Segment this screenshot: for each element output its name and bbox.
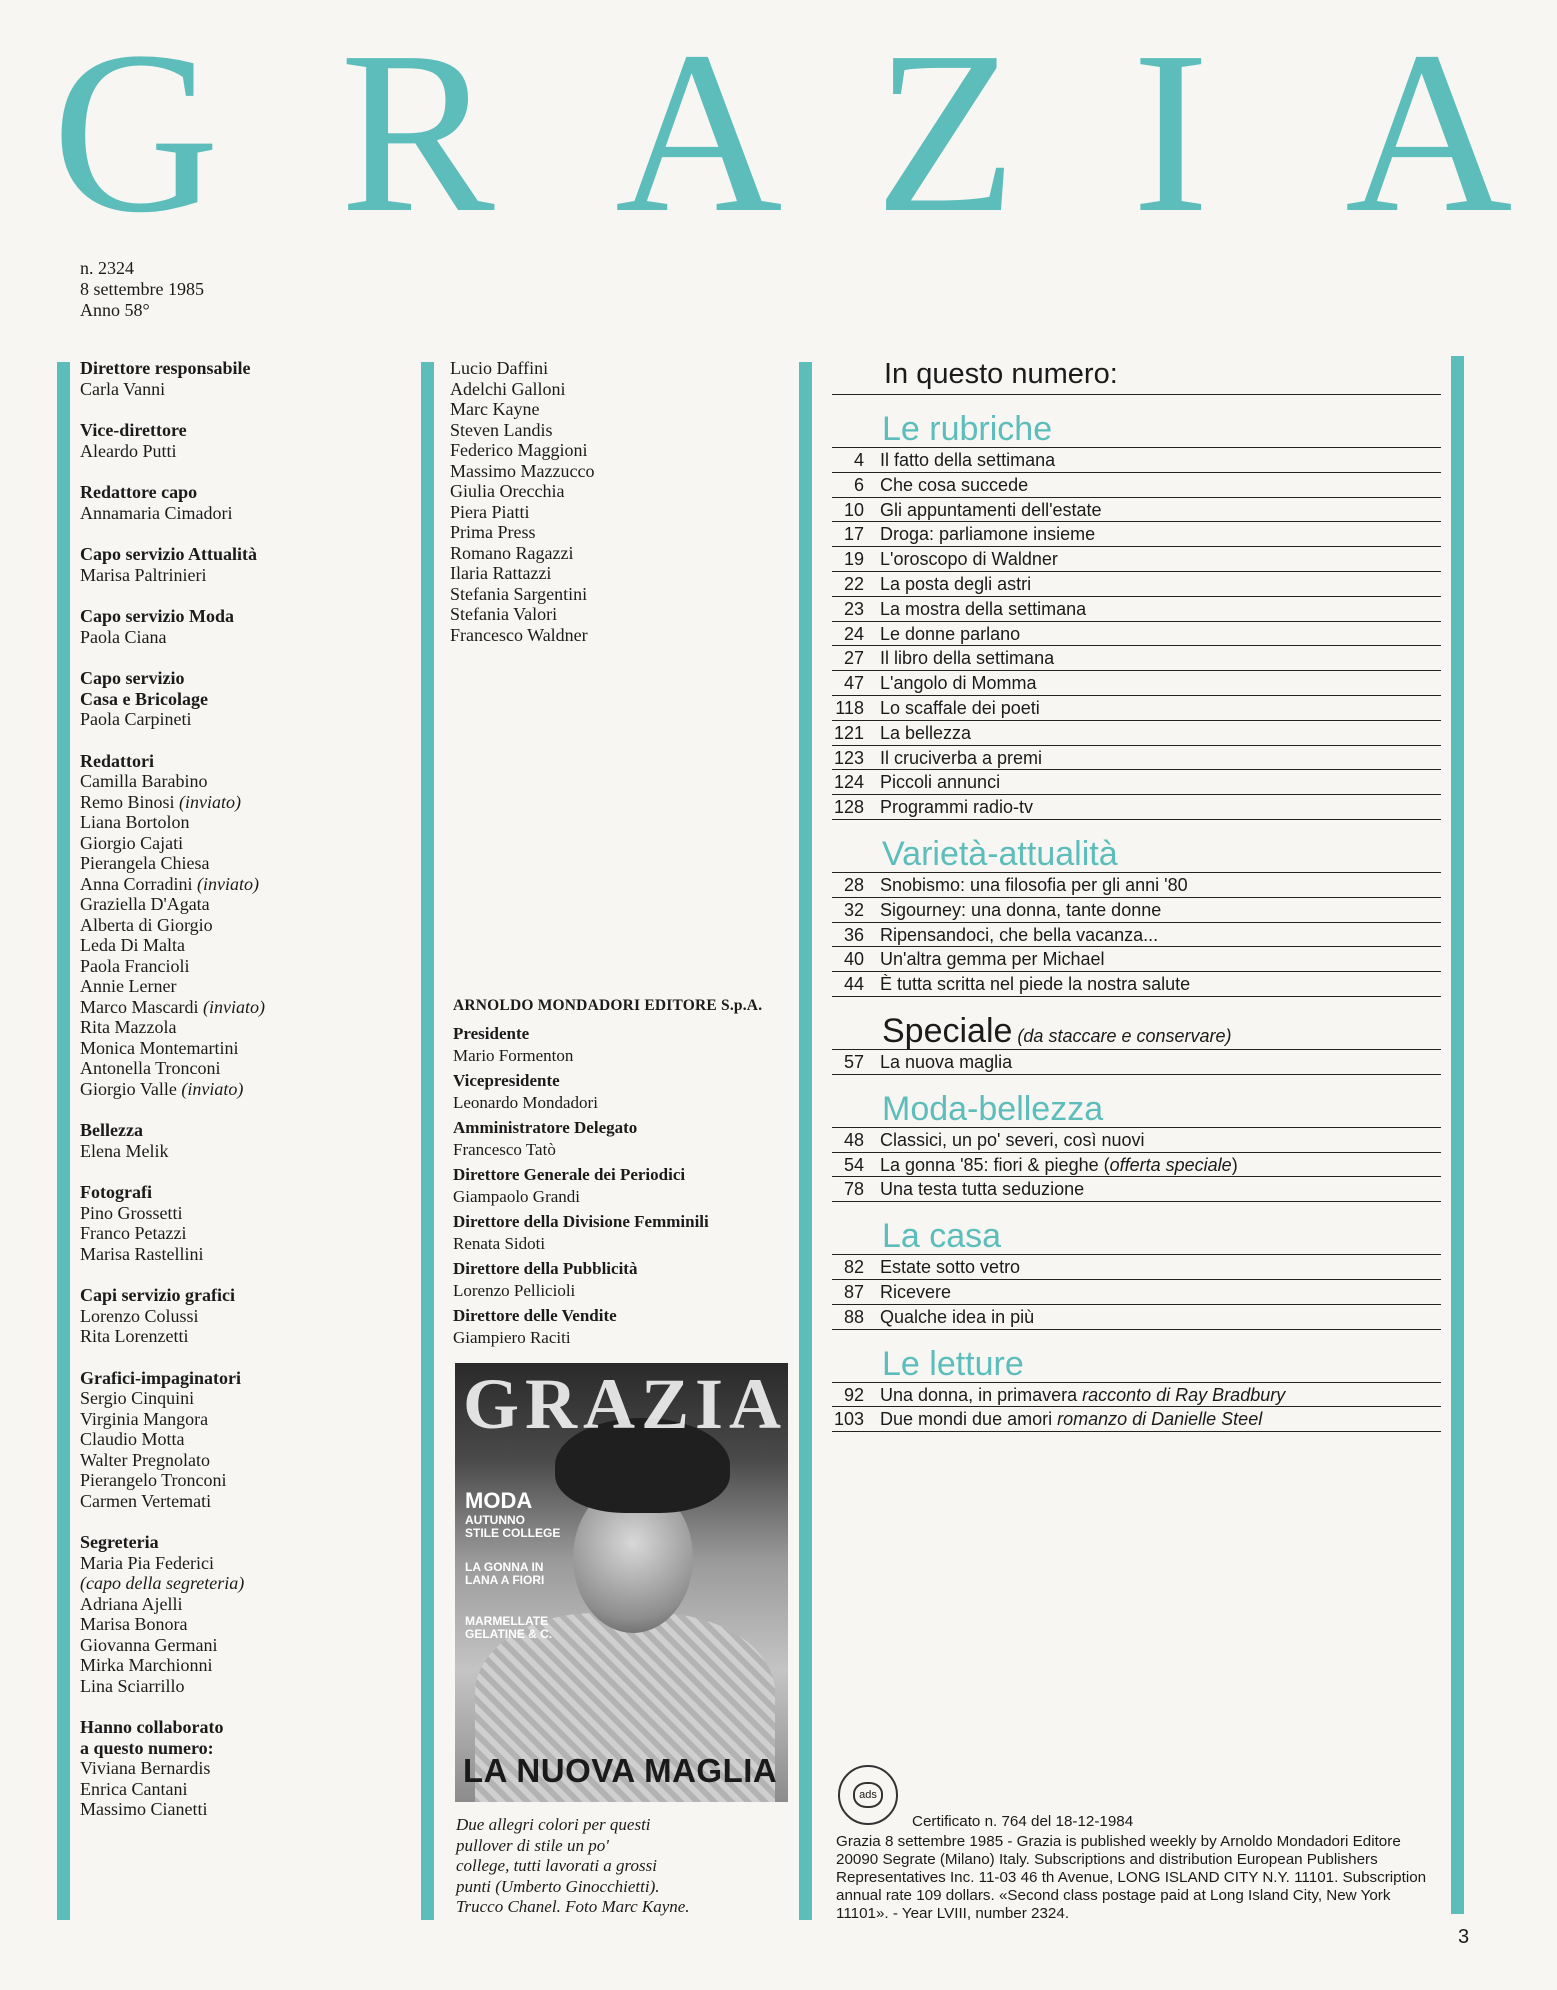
- toc-section-label: La casa: [882, 1217, 1002, 1256]
- staff-name: Franco Petazzi: [80, 1223, 187, 1243]
- toc-entry-page: 32: [843, 899, 864, 920]
- staff-role: Capo servizio Attualità: [80, 544, 257, 564]
- caption-line: Due allegri colori per questi: [456, 1815, 651, 1834]
- toc-entry[interactable]: [832, 746, 1441, 771]
- toc-entry[interactable]: [832, 473, 1441, 498]
- toc-entry[interactable]: [832, 795, 1441, 820]
- toc-entry[interactable]: [832, 1177, 1441, 1202]
- toc-entry[interactable]: [832, 498, 1441, 523]
- staff-name: [80, 792, 340, 813]
- staff-role: Fotografi: [80, 1182, 152, 1202]
- staff-role: Redattori: [80, 750, 154, 771]
- collaborator-name: Marc Kayne: [450, 399, 540, 419]
- staff-name: Sergio Cinquini: [80, 1388, 195, 1408]
- staff-group: [80, 1182, 340, 1264]
- staff-name-text: Remo Binosi: [80, 791, 180, 812]
- toc-entry-title: Una donna, in primavera racconto di Ray Bradbury: [880, 1384, 1286, 1405]
- staff-name: Annamaria Cimadori: [80, 502, 233, 523]
- toc-entry-title: Lo scaffale dei poeti: [880, 697, 1040, 718]
- staff-group: [80, 358, 340, 399]
- staff-name: Paola Ciana: [80, 626, 167, 647]
- toc-entry-page: 128: [833, 797, 864, 818]
- staff-name-text: Giorgio Valle: [80, 1078, 182, 1099]
- toc-entry-page: 44: [843, 974, 864, 995]
- certificate-line: Certificato n. 764 del 18-12-1984: [912, 1813, 1134, 1830]
- toc-entry-title: Gli appuntamenti dell'estate: [880, 499, 1102, 520]
- staff-role: Capo servizio Moda: [80, 606, 234, 626]
- staff-group: [80, 1285, 340, 1347]
- toc-section-label: Varietà-attualità: [882, 834, 1118, 873]
- staff-name-text: Marco Mascardi: [80, 996, 203, 1017]
- toc-entry[interactable]: [832, 898, 1441, 923]
- masthead-letter: I: [1132, 4, 1210, 261]
- staff-name: Lina Sciarrillo: [80, 1675, 185, 1696]
- staff-group: [80, 668, 340, 730]
- staff-name-text: Anna Corradini: [80, 873, 197, 894]
- toc-section-note: (da staccare e conservare): [1012, 1025, 1232, 1046]
- toc-section-title: [832, 1330, 1441, 1383]
- staff-group: [80, 420, 340, 461]
- toc-entry-page: 57: [843, 1051, 864, 1072]
- staff-name: Lorenzo Colussi: [80, 1305, 199, 1326]
- staff-group: [80, 544, 340, 585]
- toc-section-label: Le letture: [882, 1344, 1024, 1383]
- collaborator-name: Francesco Waldner: [450, 624, 588, 645]
- toc-entry[interactable]: [832, 522, 1441, 547]
- collaborator-name: Massimo Mazzucco: [450, 460, 595, 481]
- staff-name: Adriana Ajelli: [80, 1593, 183, 1614]
- table-of-contents: [832, 350, 1441, 1432]
- cover-marmellate: MARMELLATE GELATINE & C.: [465, 1614, 553, 1641]
- toc-entry-title: L'angolo di Momma: [880, 673, 1037, 694]
- masthead-letter: G: [52, 4, 220, 261]
- staff-name: Walter Pregnolato: [80, 1449, 211, 1470]
- toc-entry-title: La bellezza: [880, 722, 972, 743]
- collaborator-name: Lucio Daffini: [450, 358, 549, 378]
- toc-entry-title: La posta degli astri: [880, 573, 1032, 594]
- toc-entry-title: Piccoli annunci: [880, 772, 1001, 793]
- toc-section-label: Moda-bellezza: [882, 1089, 1104, 1128]
- cover-moda-sub: STILE COLLEGE: [465, 1526, 561, 1540]
- toc-entry-page: 4: [853, 450, 864, 470]
- caption-line: Trucco Chanel. Foto Marc Kayne.: [456, 1897, 690, 1916]
- staff-group: [80, 1717, 340, 1820]
- toc-entry-title: Ripensandoci, che bella vacanza...: [880, 924, 1159, 945]
- staff-name: Pino Grossetti: [80, 1202, 183, 1223]
- toc-section-title: [832, 997, 1441, 1050]
- staff-role: Bellezza: [80, 1120, 143, 1140]
- toc-entry[interactable]: [832, 622, 1441, 647]
- collaborator-name: Giulia Orecchia: [450, 481, 565, 501]
- toc-entry[interactable]: [832, 572, 1441, 597]
- toc-entry-page: 103: [833, 1409, 864, 1430]
- staff-name: Elena Melik: [80, 1140, 169, 1161]
- staff-name: Antonella Tronconi: [80, 1058, 221, 1078]
- cover-caption: [456, 1815, 786, 1918]
- toc-entry-italic: offerta speciale: [1109, 1154, 1232, 1175]
- toc-entry-title: Sigourney: una donna, tante donne: [880, 899, 1162, 920]
- staff-name: Carla Vanni: [80, 378, 166, 399]
- publisher-person: Lorenzo Pellicioli: [453, 1281, 576, 1300]
- staff-name: Camilla Barabino: [80, 771, 208, 791]
- staff-name: Leda Di Malta: [80, 935, 185, 955]
- toc-entry-page: 118: [835, 697, 864, 718]
- toc-entry-page: 48: [843, 1129, 864, 1150]
- cover-title: GRAZIA: [463, 1364, 788, 1444]
- staff-role: Casa e Bricolage: [80, 688, 208, 709]
- collaborator-name: Piera Piatti: [450, 501, 530, 522]
- toc-section-label: Speciale: [882, 1011, 1013, 1050]
- toc-entry-page: 78: [843, 1179, 864, 1200]
- cover-moda: [465, 1488, 560, 1540]
- issue-date: 8 settembre 1985: [80, 279, 204, 299]
- toc-entry[interactable]: [832, 972, 1441, 997]
- toc-entry-title: Qualche idea in più: [880, 1306, 1035, 1327]
- toc-entry-page: 40: [843, 949, 864, 970]
- collaborators-list: [450, 358, 810, 645]
- toc-entry-title: Il fatto della settimana: [880, 450, 1056, 470]
- masthead: [0, 4, 1557, 261]
- publisher-role: Direttore della Divisione Femminili: [453, 1211, 709, 1231]
- toc-entry-page: 92: [843, 1384, 864, 1405]
- publisher-person: Francesco Tatò: [453, 1140, 556, 1159]
- staff-name: Paola Carpineti: [80, 709, 192, 729]
- toc-entry[interactable]: [832, 1050, 1441, 1075]
- staff-name: Virginia Mangora: [80, 1408, 209, 1429]
- publisher-role: Amministratore Delegato: [453, 1117, 638, 1137]
- toc-entry[interactable]: [832, 547, 1441, 572]
- toc-entry[interactable]: [832, 1280, 1441, 1305]
- staff-name: Pierangelo Tronconi: [80, 1470, 227, 1490]
- toc-entry-title: Le donne parlano: [880, 623, 1021, 644]
- toc-entry-title: Classici, un po' severi, così nuovi: [880, 1129, 1145, 1150]
- toc-entry[interactable]: [832, 923, 1441, 948]
- staff-name: Liana Bortolon: [80, 812, 190, 832]
- toc-entry-title: La mostra della settimana: [880, 598, 1087, 619]
- toc-entry-title: Snobismo: una filosofia per gli anni '80: [880, 874, 1188, 895]
- publisher-role: Presidente: [453, 1023, 530, 1043]
- toc-entry-page: 87: [843, 1281, 864, 1302]
- masthead-letter: Z: [875, 4, 1017, 261]
- publisher-person: Mario Formenton: [453, 1046, 574, 1065]
- toc-entry-page: 28: [843, 874, 864, 895]
- staff-name: Mirka Marchionni: [80, 1655, 213, 1675]
- toc-entry-page: 17: [843, 524, 864, 545]
- staff-name: [80, 874, 340, 895]
- staff-name: Carmen Vertemati: [80, 1490, 212, 1511]
- staff-name-note: (inviato): [196, 873, 259, 894]
- staff-name: Monica Montemartini: [80, 1037, 239, 1058]
- column-divider-bar: [1451, 356, 1464, 1914]
- toc-entry[interactable]: [832, 1305, 1441, 1330]
- staff-name: Aleardo Putti: [80, 440, 177, 461]
- toc-entry[interactable]: [832, 947, 1441, 972]
- staff-role: a questo numero:: [80, 1737, 214, 1758]
- toc-entry-page: 123: [833, 747, 864, 768]
- staff-name-note: (inviato): [179, 791, 241, 812]
- toc-entry[interactable]: [832, 448, 1441, 473]
- toc-entry-page: 22: [843, 573, 864, 594]
- toc-entry-page: 82: [843, 1257, 864, 1278]
- publisher-person: Giampiero Raciti: [453, 1328, 571, 1347]
- page-number: 3: [1458, 1926, 1470, 1948]
- cover-image: [455, 1363, 788, 1802]
- staff-group: [80, 606, 340, 647]
- staff-name: Annie Lerner: [80, 976, 177, 996]
- staff-role: Capi servizio grafici: [80, 1285, 235, 1305]
- toc-entry-page: 19: [843, 549, 864, 570]
- publisher-role: Direttore della Pubblicità: [453, 1258, 638, 1278]
- toc-entry-page: 36: [843, 924, 864, 945]
- publisher-role: Direttore Generale dei Periodici: [453, 1164, 686, 1184]
- toc-entry-page: 24: [843, 623, 864, 644]
- staff-role: Hanno collaborato: [80, 1717, 224, 1737]
- publisher-role: Direttore delle Vendite: [453, 1305, 617, 1325]
- collaborator-name: Prima Press: [450, 522, 536, 542]
- staff-name: Enrica Cantani: [80, 1778, 188, 1799]
- collaborator-name: Stefania Valori: [450, 604, 558, 624]
- toc-entry-title: Estate sotto vetro: [880, 1257, 1021, 1278]
- staff-name: Claudio Motta: [80, 1429, 185, 1449]
- toc-entry[interactable]: [832, 770, 1441, 795]
- collaborator-name: Stefania Sargentini: [450, 583, 588, 604]
- issue-info: [80, 258, 204, 321]
- toc-entry[interactable]: [832, 1383, 1441, 1408]
- caption-line: pullover di stile un po': [456, 1835, 609, 1855]
- toc-entry-italic: racconto di Ray Bradbury: [1082, 1384, 1286, 1405]
- toc-entry-title: L'oroscopo di Waldner: [880, 549, 1058, 570]
- staff-name: Rita Mazzola: [80, 1017, 177, 1037]
- toc-entry-title: La nuova maglia: [880, 1051, 1013, 1072]
- toc-entry[interactable]: [832, 873, 1441, 898]
- legal-notice: [836, 1765, 1442, 1923]
- legal-text: Grazia 8 settembre 1985 - Grazia is published weekly by Arnoldo Mondadori Editore 20090 Segrate (Milano) Italy. Subscriptions and distribution European Publishers Representatives Inc. 11-03 46 th Avenue, LONG ISLAND CITY N.Y. 11101. Subscription annual rate 109 dollars. «Second class postage paid at Long Island City, New York 11101». - Year LVIII, number 2324.: [836, 1833, 1427, 1922]
- staff-name: Pierangela Chiesa: [80, 853, 210, 873]
- toc-entry-page: 54: [843, 1154, 864, 1175]
- staff-role: Capo servizio: [80, 668, 185, 688]
- staff-role: Redattore capo: [80, 482, 198, 502]
- toc-section-label: Le rubriche: [882, 410, 1053, 448]
- toc-entry-page: 27: [843, 648, 864, 669]
- toc-entry[interactable]: [832, 1128, 1441, 1153]
- staff-name: Rita Lorenzetti: [80, 1326, 189, 1346]
- staff-name: Marisa Paltrinieri: [80, 564, 207, 585]
- staff-group: [80, 1120, 340, 1161]
- toc-entry-page: 23: [843, 598, 864, 619]
- staff-name: Marisa Rastellini: [80, 1243, 204, 1264]
- cover-gonna: LA GONNA IN LANA A FIORI: [465, 1560, 545, 1587]
- staff-name: [80, 997, 340, 1018]
- cover-headline: LA NUOVA MAGLIA: [463, 1752, 778, 1789]
- staff-name: Maria Pia Federici: [80, 1552, 214, 1573]
- ads-seal-icon: [838, 1765, 898, 1825]
- column-divider-bar: [57, 362, 70, 1920]
- publisher-role: Vicepresidente: [453, 1070, 560, 1090]
- staff-name: Massimo Cianetti: [80, 1799, 208, 1819]
- issue-year: Anno 58°: [80, 300, 150, 320]
- toc-entry-title: Una testa tutta seduzione: [880, 1179, 1085, 1200]
- toc-entry-page: 88: [843, 1306, 864, 1327]
- staff-name-note: (inviato): [181, 1078, 244, 1099]
- publisher-person: Giampaolo Grandi: [453, 1187, 580, 1206]
- toc-entry-title: Due mondi due amori romanzo di Danielle Steel: [880, 1409, 1263, 1430]
- masthead-letter: A: [1345, 4, 1513, 261]
- staff-name: Viviana Bernardis: [80, 1758, 211, 1778]
- staff-role: Segreteria: [80, 1532, 159, 1552]
- toc-entry[interactable]: [832, 721, 1441, 746]
- toc-entry-title: Programmi radio-tv: [880, 797, 1034, 818]
- collaborator-name: Romano Ragazzi: [450, 542, 574, 563]
- toc-entry-title: Il cruciverba a premi: [880, 747, 1043, 768]
- toc-entry-title: Ricevere: [880, 1281, 952, 1302]
- collaborator-name: Ilaria Rattazzi: [450, 563, 552, 583]
- publisher-name: ARNOLDO MONDADORI EDITORE S.p.A.: [453, 997, 763, 1014]
- toc-entry-page: 47: [843, 673, 864, 694]
- toc-entry[interactable]: [832, 1153, 1441, 1178]
- staff-name: Alberta di Giorgio: [80, 914, 213, 935]
- staff-group: [80, 1532, 340, 1696]
- staff-name: Giorgio Cajati: [80, 832, 184, 853]
- staff-name: Marisa Bonora: [80, 1614, 188, 1634]
- toc-entry-page: 121: [833, 722, 864, 743]
- staff-role: Grafici-impaginatori: [80, 1367, 241, 1388]
- collaborator-name: Steven Landis: [450, 419, 553, 440]
- toc-entry[interactable]: [832, 1255, 1441, 1280]
- toc-entry-page: 124: [833, 772, 864, 793]
- staff-name: Giovanna Germani: [80, 1634, 218, 1655]
- ads-seal-label: ads: [853, 1782, 883, 1808]
- staff-role: Direttore responsabile: [80, 358, 251, 378]
- staff-name: Graziella D'Agata: [80, 894, 210, 914]
- toc-entry-title: Che cosa succede: [880, 474, 1029, 495]
- toc-entry[interactable]: [832, 696, 1441, 721]
- collaborator-name: Adelchi Galloni: [450, 378, 566, 399]
- toc-section-title: [832, 395, 1441, 448]
- toc-entry-page: 6: [853, 474, 864, 495]
- publisher-person: Leonardo Mondadori: [453, 1093, 598, 1112]
- collaborator-name: Federico Maggioni: [450, 440, 588, 460]
- toc-entry-page: 10: [843, 499, 864, 520]
- cover-moda-label: MODA: [465, 1488, 533, 1513]
- toc-entry[interactable]: [832, 671, 1441, 696]
- staff-list: [80, 358, 340, 1841]
- masthead-letter: R: [340, 4, 495, 261]
- staff-group: [80, 751, 340, 1100]
- toc-entry[interactable]: [832, 646, 1441, 671]
- toc-section-title: [832, 820, 1441, 873]
- staff-group: [80, 482, 340, 523]
- toc-section-title: [832, 1075, 1441, 1128]
- caption-line: punti (Umberto Ginocchietti).: [456, 1876, 660, 1896]
- staff-name-note: (inviato): [202, 996, 265, 1017]
- masthead-letter: A: [615, 4, 783, 261]
- staff-group: [80, 1368, 340, 1512]
- toc-entry-title: Un'altra gemma per Michael: [880, 949, 1105, 970]
- publisher-person: Renata Sidoti: [453, 1234, 546, 1253]
- issue-number: n. 2324: [80, 258, 134, 278]
- toc-entry-italic: romanzo di Danielle Steel: [1057, 1409, 1263, 1430]
- staff-name: [80, 1079, 340, 1100]
- toc-entry-title: La gonna '85: fiori & pieghe (offerta speciale): [880, 1154, 1238, 1175]
- staff-name-note: (capo della segreteria): [80, 1573, 245, 1593]
- toc-entry-title: È tutta scritta nel piede la nostra salute: [880, 974, 1191, 995]
- toc-section-title: [832, 1202, 1441, 1255]
- toc-entry[interactable]: [832, 1407, 1441, 1432]
- staff-name: Paola Francioli: [80, 955, 190, 976]
- toc-entry-title: Il libro della settimana: [880, 648, 1055, 669]
- toc-entry-title: Droga: parliamone insieme: [880, 524, 1096, 545]
- toc-heading: In questo numero:: [832, 350, 1441, 395]
- caption-line: college, tutti lavorati a grossi: [456, 1856, 657, 1875]
- staff-role: Vice-direttore: [80, 420, 187, 440]
- toc-entry[interactable]: [832, 597, 1441, 622]
- cover-moda-sub: AUTUNNO: [465, 1513, 525, 1527]
- publisher-block: [453, 995, 798, 1352]
- column-divider-bar: [421, 362, 434, 1920]
- toc-sections: [832, 395, 1441, 1432]
